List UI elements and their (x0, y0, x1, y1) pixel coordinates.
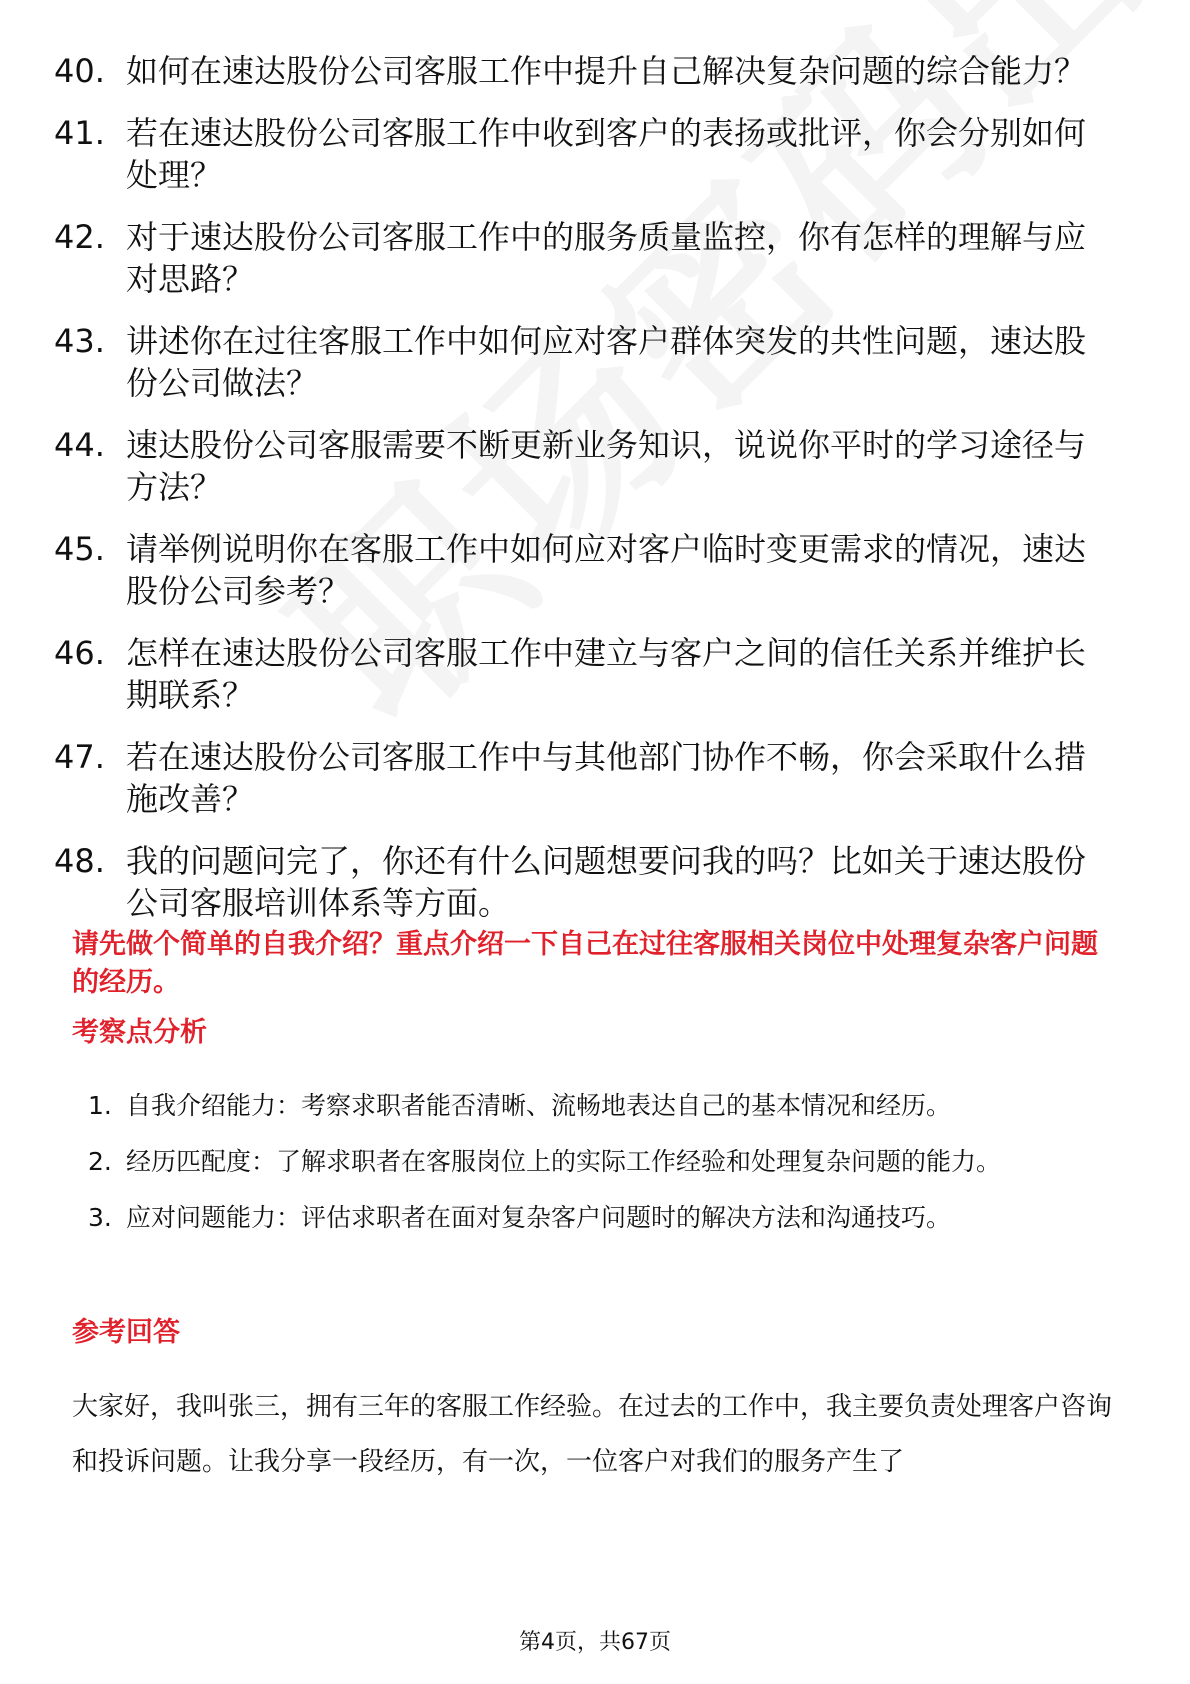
question-text: 速达股份公司客服需要不断更新业务知识，说说你平时的学习途径与方法？ (126, 426, 1087, 506)
analysis-list (88, 1080, 1108, 1248)
question-text: 对于速达股份公司客服工作中的服务质量监控，你有怎样的理解与应对思路？ (126, 218, 1087, 298)
analysis-number: 3. (88, 1203, 112, 1232)
analysis-text: 经历匹配度：了解求职者在客服岗位上的实际工作经验和处理复杂问题的能力。 (126, 1147, 1002, 1176)
question-number: 46. (54, 634, 105, 672)
question-number: 41. (54, 114, 105, 152)
question-text: 如何在速达股份公司客服工作中提升自己解决复杂问题的综合能力？ (126, 52, 1087, 90)
question-number: 44. (54, 426, 105, 464)
answer-heading: 参考回答 (72, 1317, 180, 1348)
question-item (54, 320, 1114, 404)
analysis-number: 2. (88, 1147, 112, 1176)
question-list (54, 50, 1114, 944)
question-text: 讲述你在过往客服工作中如何应对客户群体突发的共性问题，速达股份公司做法？ (126, 322, 1087, 402)
analysis-text: 应对问题能力：评估求职者在面对复杂客户问题时的解决方法和沟通技巧。 (126, 1203, 952, 1232)
answer-paragraph: 大家好，我叫张三，拥有三年的客服工作经验。在过去的工作中，我主要负责处理客户咨询和投诉问题。让我分享一段经历，有一次，一位客户对我们的服务产生了 (72, 1392, 1113, 1477)
question-item (54, 424, 1114, 508)
question-text: 请举例说明你在客服工作中如何应对客户临时变更需求的情况，速达股份公司参考？ (126, 530, 1087, 610)
question-item (54, 216, 1114, 300)
analysis-number: 1. (88, 1091, 112, 1120)
question-item (54, 528, 1114, 612)
page-footer: 第4页，共67页 (519, 1630, 671, 1655)
question-text: 怎样在速达股份公司客服工作中建立与客户之间的信任关系并维护长期联系？ (126, 634, 1087, 714)
featured-question: 请先做个简单的自我介绍？重点介绍一下自己在过往客服相关岗位中处理复杂客户问题的经历。 (72, 929, 1098, 998)
question-number: 48. (54, 842, 105, 880)
question-text: 我的问题问完了，你还有什么问题想要问我的吗？比如关于速达股份公司客服培训体系等方面。 (126, 842, 1087, 922)
question-text: 若在速达股份公司客服工作中与其他部门协作不畅，你会采取什么措施改善？ (126, 738, 1087, 818)
analysis-item (88, 1080, 1108, 1132)
question-number: 45. (54, 530, 105, 568)
question-item (54, 112, 1114, 196)
question-number: 47. (54, 738, 105, 776)
question-number: 43. (54, 322, 105, 360)
analysis-item (88, 1192, 1108, 1244)
question-number: 42. (54, 218, 105, 256)
analysis-heading: 考察点分析 (72, 1017, 207, 1048)
analysis-item (88, 1136, 1108, 1188)
question-text: 若在速达股份公司客服工作中收到客户的表扬或批评，你会分别如何处理？ (126, 114, 1087, 194)
question-item (54, 50, 1114, 92)
question-item (54, 840, 1114, 924)
analysis-text: 自我介绍能力：考察求职者能否清晰、流畅地表达自己的基本情况和经历。 (126, 1091, 952, 1120)
question-item (54, 632, 1114, 716)
question-number: 40. (54, 52, 105, 90)
question-item (54, 736, 1114, 820)
